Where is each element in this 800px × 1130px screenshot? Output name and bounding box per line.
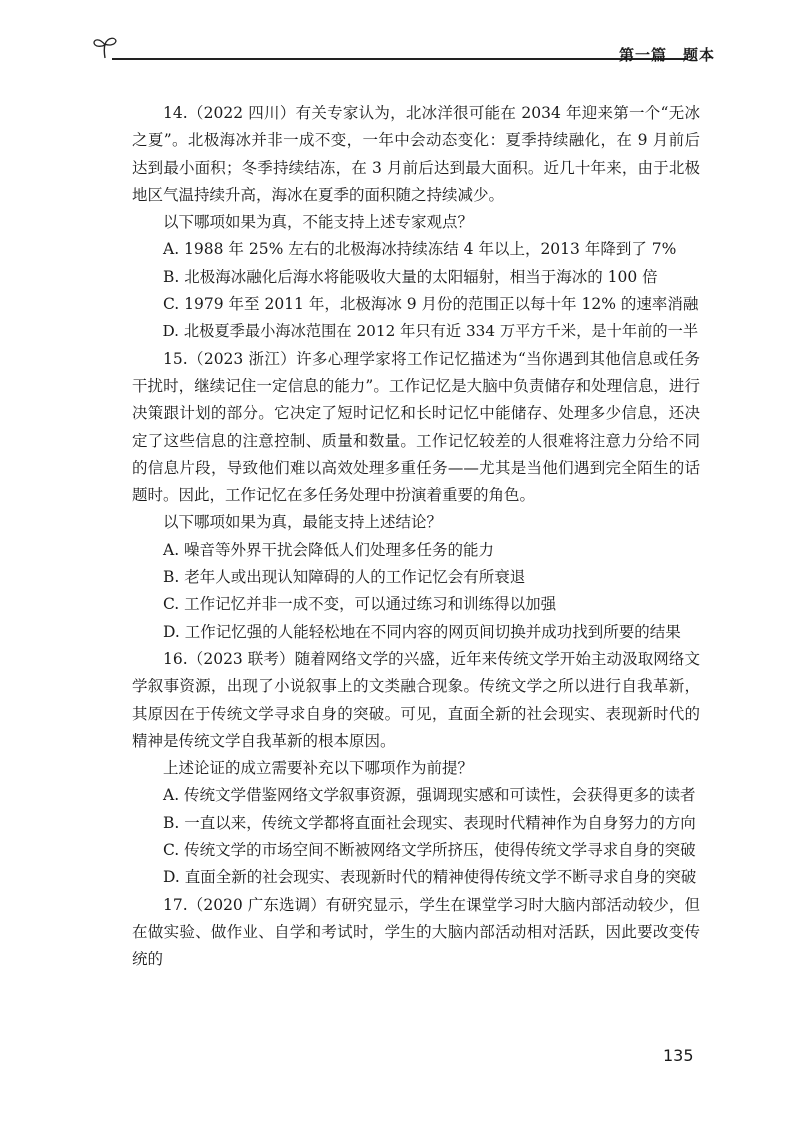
page-header (90, 32, 715, 72)
question-16-prompt: 上述论证的成立需要补充以下哪项作为前提？ (163, 759, 474, 778)
question-15-option-c: C. 工作记忆并非一成不变，可以通过练习和训练得以加强 (163, 595, 557, 614)
header-rule (112, 58, 687, 60)
question-16-option-b: B. 一直以来，传统文学都将直面社会现实、表现时代精神作为自身努力的方向 (163, 813, 696, 832)
question-15-option-b: B. 老年人或出现认知障碍的人的工作记忆会有所衰退 (163, 568, 526, 587)
question-15-prompt: 以下哪项如果为真，最能支持上述结论？ (163, 513, 443, 532)
question-15-text: 15.（2023 浙江）许多心理学家将工作记忆描述为“当你遇到其他信息或任务干扰时，继续记住一定信息的能力”。工作记忆是大脑中负责储存和处理信息，进行决策跟计划的部分。它决定了短时记忆和长时记忆中能储存、处理多少信息，还决定了这些信息的注意控制、质量和数量。工作记忆较差的人很难将注意力分给不同的信息片段，导致他们难以高效处理多重任务——尤其是当他们遇到完全陌生的话题时。因此，工作记忆在多任务处理中扮演着重要的角色。 (132, 349, 700, 505)
question-16-option-d: D. 直面全新的社会现实、表现新时代的精神使得传统文学不断寻求自身的突破 (163, 868, 697, 887)
question-14-text: 14.（2022 四川）有关专家认为，北冰洋很可能在 2034 年迎来第一个“无冰之夏”。北极海冰并非一成不变，一年中会动态变化：夏季持续融化，在 9 月前后达到最小面积；冬季持续结冻，在 3 月前后达到最大面积。近几十年来，由于北极地区气温持续升高，海冰在夏季的面积随之持续减少。 (132, 104, 700, 204)
question-14-prompt: 以下哪项如果为真，不能支持上述专家观点？ (163, 213, 474, 232)
question-list (132, 100, 700, 974)
question-16-text: 16.（2023 联考）随着网络文学的兴盛，近年来传统文学开始主动汲取网络文学叙事资源，出现了小说叙事上的文类融合现象。传统文学之所以进行自我革新，其原因在于传统文学寻求自身的突破。可见，直面全新的社会现实、表现新时代的精神是传统文学自我革新的根本原因。 (132, 649, 700, 750)
question-16-option-a: A. 传统文学借鉴网络文学叙事资源，强调现实感和可读性，会获得更多的读者 (163, 786, 696, 805)
question-14-option-a: A. 1988 年 25% 左右的北极海冰持续冻结 4 年以上，2013 年降到了 7% (163, 240, 677, 259)
page-number: 135 (663, 1046, 694, 1065)
section-title: 第一篇 题本 (618, 46, 715, 64)
question-14-option-c: C. 1979 年至 2011 年，北极海冰 9 月份的范围正以每十年 12% 的速率消融 (163, 295, 699, 314)
question-15-option-d: D. 工作记忆强的人能轻松地在不同内容的网页间切换并成功找到所要的结果 (163, 622, 681, 641)
question-16-option-c: C. 传统文学的市场空间不断被网络文学所挤压，使得传统文学寻求自身的突破 (163, 841, 696, 860)
question-15-option-a: A. 噪音等外界干扰会降低人们处理多任务的能力 (163, 540, 495, 559)
question-14-option-b: B. 北极海冰融化后海水将能吸收大量的太阳辐射，相当于海冰的 100 倍 (163, 267, 658, 286)
question-17-text: 17.（2020 广东选调）有研究显示，学生在课堂学习时大脑内部活动较少，但在做实验、做作业、自学和考试时，学生的大脑内部活动相对活跃，因此要改变传统的 (132, 895, 700, 969)
question-14-option-d: D. 北极夏季最小海冰范围在 2012 年只有近 334 万平方千米，是十年前的一半 (162, 322, 699, 341)
